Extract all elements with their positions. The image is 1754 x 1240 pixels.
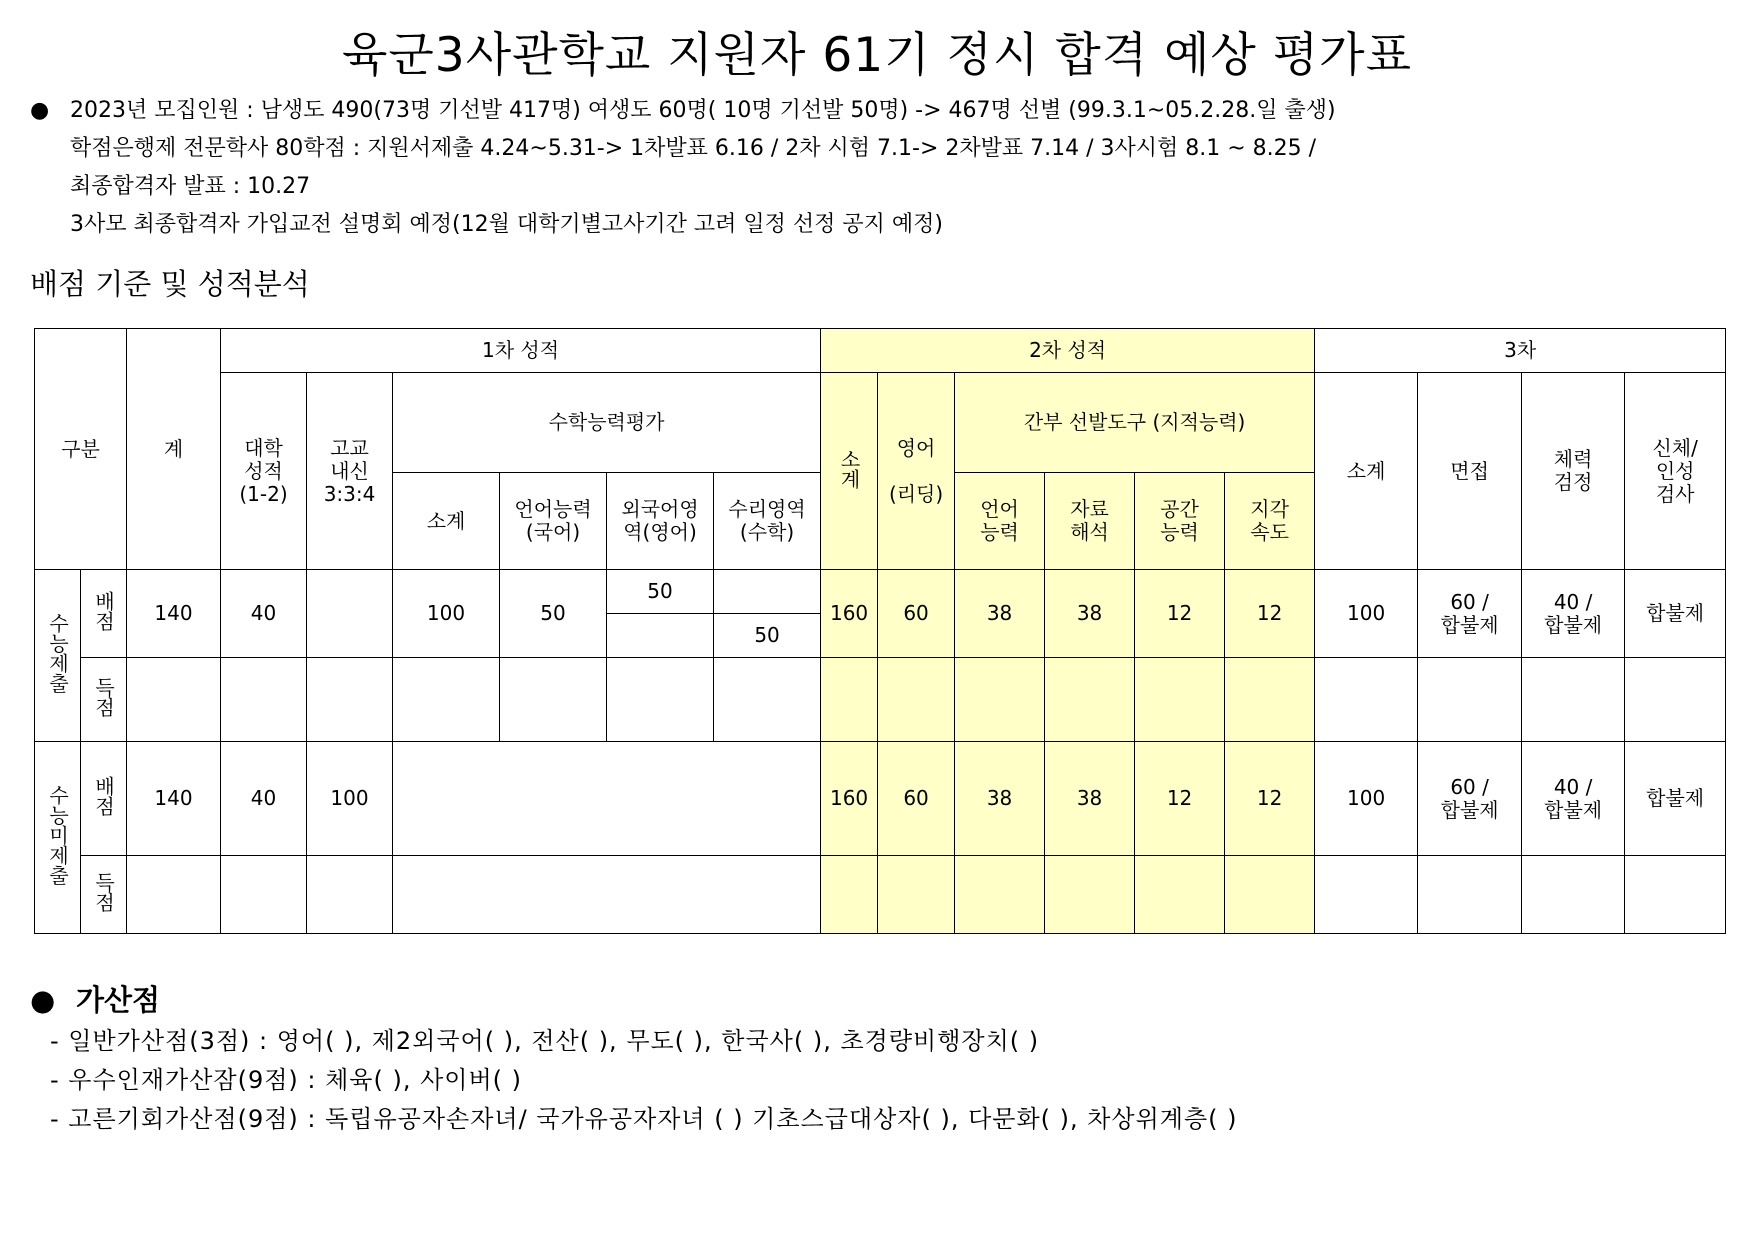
r2-s2-subtotal: 160 <box>821 742 878 856</box>
score-cell <box>393 658 500 742</box>
row-label-score: 득점 <box>81 658 127 742</box>
header-s2-subtotal: 소계 <box>821 373 878 570</box>
info-line-3: 최종합격자 발표 : 10.27 <box>70 174 311 199</box>
r2-space: 12 <box>1135 742 1225 856</box>
score-cell <box>221 856 307 934</box>
r1-body-check: 합불제 <box>1625 570 1726 658</box>
header-csat-subtotal: 소계 <box>393 473 500 570</box>
r1-data: 38 <box>1045 570 1135 658</box>
header-english: 영어 (리딩) <box>878 373 955 570</box>
r1-math: 50 <box>714 614 821 658</box>
r1-foreign: 50 <box>607 570 714 614</box>
r2-perception: 12 <box>1225 742 1315 856</box>
group-csat-submitted: 수능제출 <box>35 570 81 742</box>
score-cell <box>1625 856 1726 934</box>
r1-language: 50 <box>500 570 607 658</box>
info-line-1: ● 2023년 모집인원 : 남생도 490(73명 기선발 417명) 여생도 60명( 10명 기선발 50명) -> 467명 선별 (99.3.1~05.2.28.일 출생) <box>30 92 1730 130</box>
header-body-check: 신체/ 인성 검사 <box>1625 373 1726 570</box>
header-total: 계 <box>127 329 221 570</box>
r2-total: 140 <box>127 742 221 856</box>
bonus-line-talent: - 우수인재가산잠(9점) : 체육( ), 사이버( ) <box>50 1066 522 1094</box>
score-cell <box>1522 658 1625 742</box>
header-highschool: 고교 내신 3:3:4 <box>307 373 393 570</box>
r1-foreign-blank <box>607 614 714 658</box>
r1-fitness: 40 / 합불제 <box>1522 570 1625 658</box>
score-cell <box>221 658 307 742</box>
bonus-line-equal-opportunity: - 고른기회가산점(9점) : 독립유공자손자녀/ 국가유공자자녀 ( ) 기초스급대상자( ), 다문화( ), 차상위계층( ) <box>50 1105 1238 1133</box>
header-interview: 면접 <box>1418 373 1522 570</box>
r2-csat-blank <box>393 742 821 856</box>
score-cell <box>955 658 1045 742</box>
header-verbal: 언어 능력 <box>955 473 1045 570</box>
r1-perception: 12 <box>1225 570 1315 658</box>
page-title: 육군3사관학교 지원자 61기 정시 합격 예상 평가표 <box>342 28 1412 83</box>
score-cell <box>878 658 955 742</box>
header-s3-subtotal: 소계 <box>1315 373 1418 570</box>
header-stage3: 3차 <box>1315 329 1726 373</box>
score-cell <box>127 658 221 742</box>
r2-english: 60 <box>878 742 955 856</box>
score-table <box>34 328 1726 934</box>
header-math: 수리영역 (수학) <box>714 473 821 570</box>
row-label-score: 득점 <box>81 856 127 934</box>
r1-interview: 60 / 합불제 <box>1418 570 1522 658</box>
header-fitness: 체력 검정 <box>1522 373 1625 570</box>
r2-body-check: 합불제 <box>1625 742 1726 856</box>
row-label-alloc: 배점 <box>81 742 127 856</box>
r1-space: 12 <box>1135 570 1225 658</box>
score-cell <box>878 856 955 934</box>
header-foreign: 외국어영 역(영어) <box>607 473 714 570</box>
r2-hs: 100 <box>307 742 393 856</box>
header-stage2: 2차 성적 <box>821 329 1315 373</box>
r2-data: 38 <box>1045 742 1135 856</box>
r1-english: 60 <box>878 570 955 658</box>
bullet-icon: ● <box>30 98 50 123</box>
r1-total: 140 <box>127 570 221 658</box>
r2-interview: 60 / 합불제 <box>1418 742 1522 856</box>
bonus-section-title: ● 가산점 <box>30 983 161 1017</box>
score-cell <box>1315 856 1418 934</box>
r1-math-blank <box>714 570 821 614</box>
r1-hs <box>307 570 393 658</box>
bonus-line-general: - 일반가산점(3점) : 영어( ), 제2외국어( ), 전산( ), 무도( ), 한국사( ), 초경량비행장치( ) <box>50 1027 1040 1055</box>
score-cell <box>821 856 878 934</box>
score-cell <box>500 658 607 742</box>
score-cell <box>1225 856 1315 934</box>
score-cell <box>1315 658 1418 742</box>
row-label-alloc: 배점 <box>81 570 127 658</box>
r2-univ: 40 <box>221 742 307 856</box>
score-cell <box>607 658 714 742</box>
score-cell <box>393 856 821 934</box>
score-cell <box>1418 658 1522 742</box>
header-space: 공간 능력 <box>1135 473 1225 570</box>
score-cell <box>307 658 393 742</box>
score-cell <box>1045 658 1135 742</box>
header-stage1: 1차 성적 <box>221 329 821 373</box>
info-line-4: 3사모 최종합격자 가입교전 설명회 예정(12월 대학기별고사기간 고려 일정 선정 공지 예정) <box>70 212 943 237</box>
score-cell <box>1225 658 1315 742</box>
r1-s3-subtotal: 100 <box>1315 570 1418 658</box>
r1-verbal: 38 <box>955 570 1045 658</box>
info-line-2: 학점은행제 전문학사 80학점 : 지원서제출 4.24~5.31-> 1차발표 6.16 / 2차 시험 7.1-> 2차발표 7.14 / 3사시험 8.1 ~ 8.25 / <box>70 136 1317 161</box>
bullet-icon: ● <box>30 983 56 1017</box>
score-cell <box>1135 856 1225 934</box>
section-title: 배점 기준 및 성적분석 <box>30 267 310 301</box>
recruitment-info <box>30 92 1730 244</box>
score-cell <box>955 856 1045 934</box>
score-cell <box>714 658 821 742</box>
header-perception: 지각 속도 <box>1225 473 1315 570</box>
score-cell <box>1418 856 1522 934</box>
header-gubun: 구분 <box>35 329 127 570</box>
header-csat: 수학능력평가 <box>393 373 821 473</box>
r1-univ: 40 <box>221 570 307 658</box>
header-language: 언어능력 (국어) <box>500 473 607 570</box>
bonus-list <box>50 1022 1238 1139</box>
score-cell <box>307 856 393 934</box>
r1-csat-subtotal: 100 <box>393 570 500 658</box>
header-kanbu: 간부 선발도구 (지적능력) <box>955 373 1315 473</box>
score-cell <box>1522 856 1625 934</box>
score-cell <box>1135 658 1225 742</box>
score-cell <box>821 658 878 742</box>
r2-s3-subtotal: 100 <box>1315 742 1418 856</box>
score-cell <box>1625 658 1726 742</box>
score-cell <box>127 856 221 934</box>
r2-verbal: 38 <box>955 742 1045 856</box>
r2-fitness: 40 / 합불제 <box>1522 742 1625 856</box>
r1-s2-subtotal: 160 <box>821 570 878 658</box>
header-univ: 대학 성적 (1-2) <box>221 373 307 570</box>
header-data: 자료 해석 <box>1045 473 1135 570</box>
score-cell <box>1045 856 1135 934</box>
group-csat-not-submitted: 수능미제출 <box>35 742 81 934</box>
